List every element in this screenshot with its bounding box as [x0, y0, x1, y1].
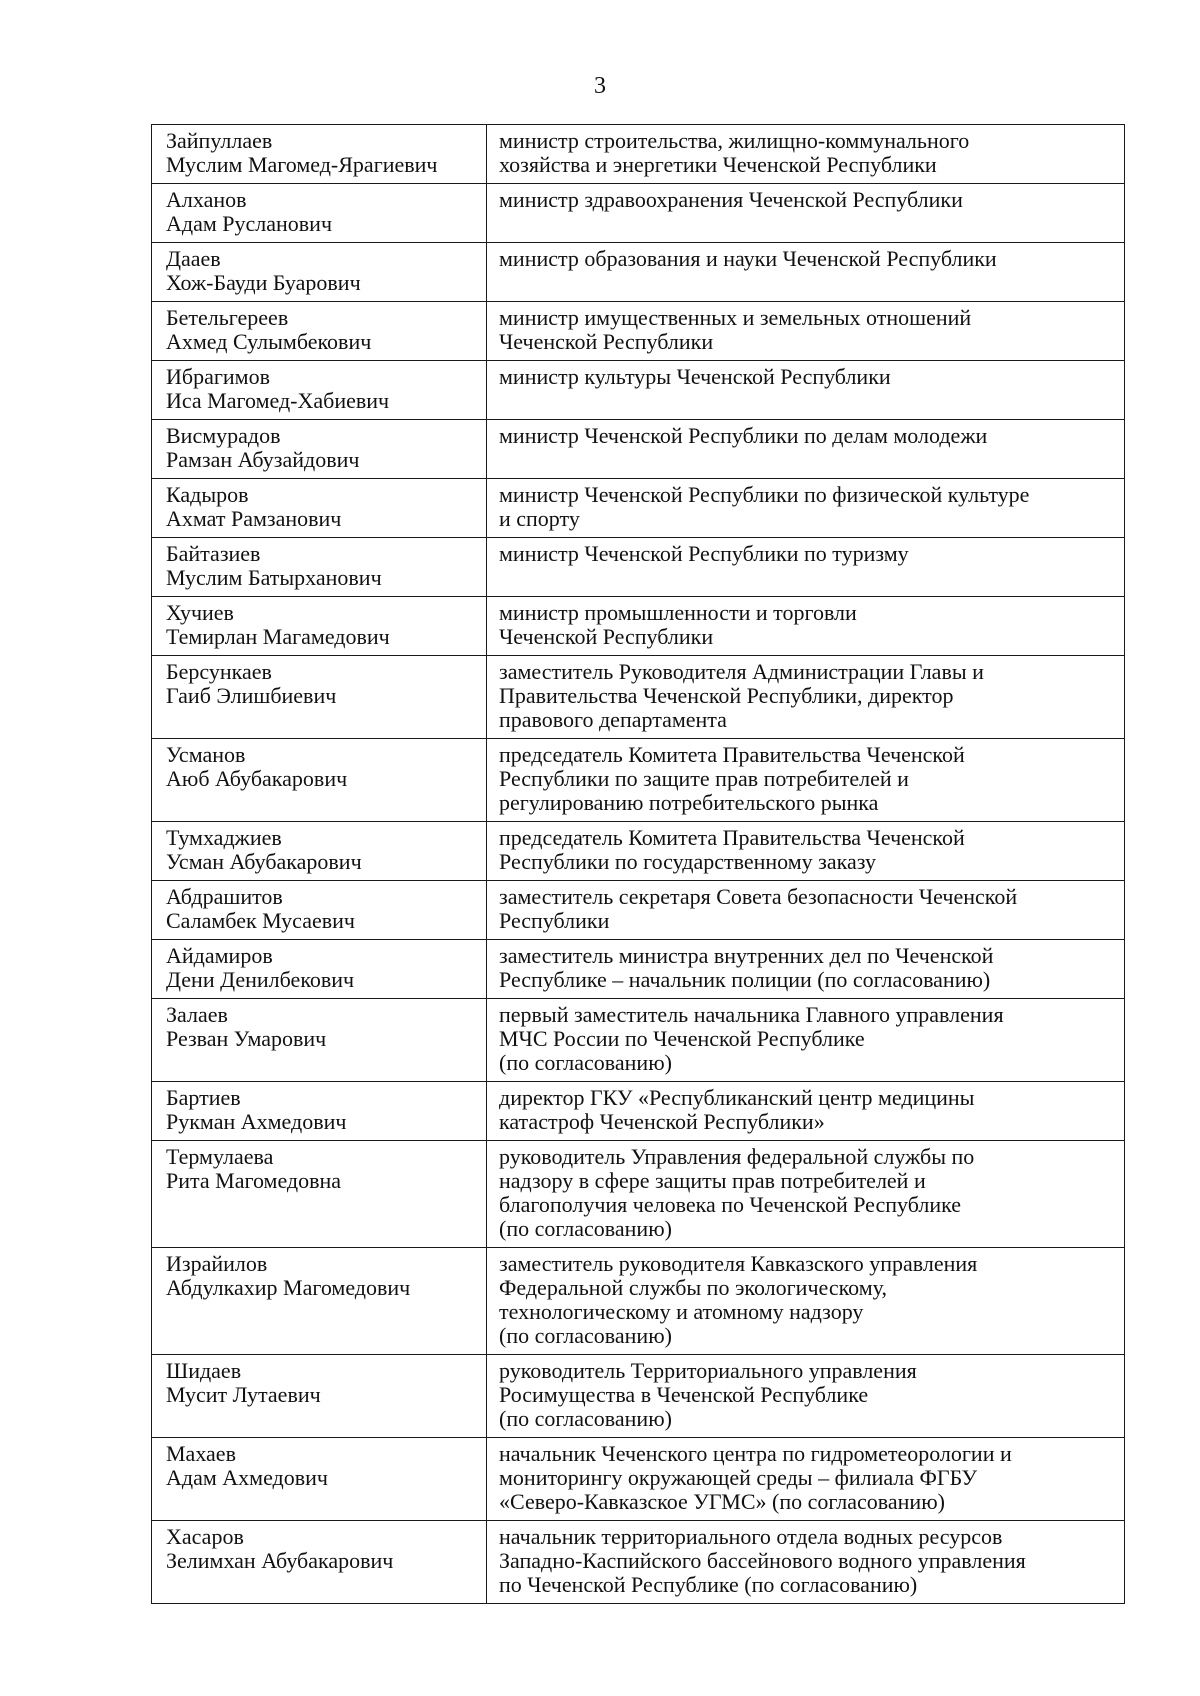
- member-given-names: Саламбек Мусаевич: [166, 908, 355, 933]
- table-row: [152, 243, 1125, 302]
- member-surname: Хучиев: [166, 600, 234, 625]
- member-position-cell: [487, 1521, 1125, 1604]
- member-position-cell: [487, 302, 1125, 361]
- member-given-names: Мусит Лутаевич: [166, 1382, 321, 1407]
- position-line: начальник Чеченского центра по гидрометеорологии и: [499, 1441, 1012, 1466]
- member-surname: Зайпуллаев: [166, 128, 273, 153]
- member-given-names: Ахмат Рамзанович: [166, 506, 342, 531]
- member-position-cell: [487, 184, 1125, 243]
- member-given-names: Адам Русланович: [166, 211, 333, 236]
- member-given-names: Иса Магомед-Хабиевич: [166, 388, 390, 413]
- member-given-names: Темирлан Магамедович: [166, 624, 390, 649]
- member-name-cell: [152, 1248, 487, 1355]
- member-given-names: Рамзан Абузайдович: [166, 447, 360, 472]
- table-row: [152, 538, 1125, 597]
- position-line: председатель Комитета Правительства Чеченской: [499, 742, 965, 767]
- member-surname: Махаев: [166, 1441, 236, 1466]
- member-position-cell: [487, 1082, 1125, 1141]
- member-surname: Абдрашитов: [166, 884, 283, 909]
- member-name-cell: [152, 479, 487, 538]
- member-surname: Кадыров: [166, 482, 249, 507]
- member-name-cell: [152, 1521, 487, 1604]
- member-given-names: Рукман Ахмедович: [166, 1109, 347, 1134]
- member-name-cell: [152, 739, 487, 822]
- member-given-names: Адам Ахмедович: [166, 1465, 328, 1490]
- position-line: регулированию потребительского рынка: [499, 790, 879, 815]
- member-position-cell: [487, 822, 1125, 881]
- member-name-cell: [152, 243, 487, 302]
- member-name-cell: [152, 656, 487, 739]
- member-surname: Залаев: [166, 1002, 228, 1027]
- member-name-cell: [152, 881, 487, 940]
- table-row: [152, 739, 1125, 822]
- member-position-cell: [487, 1438, 1125, 1521]
- position-line: правового департамента: [499, 707, 727, 732]
- table-row: [152, 184, 1125, 243]
- member-given-names: Рита Магомедовна: [166, 1168, 342, 1193]
- member-name-cell: [152, 1082, 487, 1141]
- table-row: [152, 881, 1125, 940]
- position-line: (по согласованию): [499, 1323, 672, 1348]
- position-line: первый заместитель начальника Главного управления: [499, 1002, 1004, 1027]
- position-line: мониторингу окружающей среды – филиала ФГБУ: [499, 1465, 978, 1490]
- member-name-cell: [152, 999, 487, 1082]
- members-table-body: [152, 125, 1125, 1604]
- table-row: [152, 361, 1125, 420]
- member-given-names: Дени Денилбекович: [166, 967, 355, 992]
- position-line: заместитель министра внутренних дел по Чеченской: [499, 943, 994, 968]
- member-surname: Термулаева: [166, 1144, 274, 1169]
- member-given-names: Муслим Магомед-Ярагиевич: [166, 152, 438, 177]
- position-line: Правительства Чеченской Республики, директор: [499, 683, 954, 708]
- position-line: Западно-Каспийского бассейнового водного управления: [499, 1548, 1026, 1573]
- position-line: МЧС России по Чеченской Республике: [499, 1026, 865, 1051]
- member-surname: Алханов: [166, 187, 247, 212]
- member-surname: Усманов: [166, 742, 246, 767]
- table-row: [152, 1082, 1125, 1141]
- table-row: [152, 1355, 1125, 1438]
- member-given-names: Аюб Абубакарович: [166, 766, 348, 791]
- member-name-cell: [152, 1141, 487, 1248]
- position-line: министр культуры Чеченской Республики: [499, 364, 891, 389]
- member-position-cell: [487, 1355, 1125, 1438]
- member-position-cell: [487, 739, 1125, 822]
- member-surname: Дааев: [166, 246, 221, 271]
- member-surname: Бетельгереев: [166, 305, 289, 330]
- member-given-names: Зелимхан Абубакарович: [166, 1548, 394, 1573]
- member-name-cell: [152, 302, 487, 361]
- member-given-names: Хож-Бауди Буарович: [166, 270, 361, 295]
- member-surname: Байтазиев: [166, 541, 261, 566]
- member-position-cell: [487, 361, 1125, 420]
- position-line: благополучия человека по Чеченской Республике: [499, 1192, 962, 1217]
- position-line: хозяйства и энергетики Чеченской Республики: [499, 152, 937, 177]
- member-position-cell: [487, 420, 1125, 479]
- table-row: [152, 656, 1125, 739]
- member-surname: Бартиев: [166, 1085, 241, 1110]
- position-line: Республики по государственному заказу: [499, 849, 876, 874]
- member-name-cell: [152, 420, 487, 479]
- table-row: [152, 302, 1125, 361]
- position-line: технологическому и атомному надзору: [499, 1299, 864, 1324]
- position-line: «Северо-Кавказское УГМС» (по согласованию): [499, 1489, 945, 1514]
- table-row: [152, 1141, 1125, 1248]
- member-surname: Израйилов: [166, 1251, 268, 1276]
- member-surname: Ибрагимов: [166, 364, 270, 389]
- position-line: и спорту: [499, 506, 580, 531]
- table-row: [152, 597, 1125, 656]
- member-given-names: Ахмед Сулымбекович: [166, 329, 372, 354]
- position-line: директор ГКУ «Республиканский центр медицины: [499, 1085, 975, 1110]
- position-line: Республики по защите прав потребителей и: [499, 766, 909, 791]
- position-line: руководитель Управления федеральной службы по: [499, 1144, 975, 1169]
- member-position-cell: [487, 656, 1125, 739]
- table-row: [152, 822, 1125, 881]
- member-given-names: Усман Абубакарович: [166, 849, 362, 874]
- table-row: [152, 125, 1125, 184]
- position-line: министр здравоохранения Чеченской Республики: [499, 187, 963, 212]
- table-row: [152, 1248, 1125, 1355]
- position-line: Чеченской Республики: [499, 329, 714, 354]
- position-line: по Чеченской Республике (по согласованию): [499, 1572, 918, 1597]
- member-surname: Хасаров: [166, 1524, 244, 1549]
- member-position-cell: [487, 479, 1125, 538]
- member-position-cell: [487, 597, 1125, 656]
- position-line: надзору в сфере защиты прав потребителей и: [499, 1168, 926, 1193]
- position-line: заместитель секретаря Совета безопасности Чеченской: [499, 884, 1018, 909]
- member-position-cell: [487, 1141, 1125, 1248]
- position-line: Федеральной службы по экологическому,: [499, 1275, 887, 1300]
- member-name-cell: [152, 184, 487, 243]
- position-line: министр промышленности и торговли: [499, 600, 857, 625]
- position-line: министр Чеченской Республики по туризму: [499, 541, 909, 566]
- position-line: катастроф Чеченской Республики»: [499, 1109, 825, 1134]
- member-name-cell: [152, 1355, 487, 1438]
- member-name-cell: [152, 538, 487, 597]
- position-line: министр Чеченской Республики по физической культуре: [499, 482, 1030, 507]
- position-line: заместитель руководителя Кавказского управления: [499, 1251, 978, 1276]
- member-position-cell: [487, 881, 1125, 940]
- member-name-cell: [152, 125, 487, 184]
- member-name-cell: [152, 597, 487, 656]
- position-line: руководитель Территориального управления: [499, 1358, 917, 1383]
- table-row: [152, 1438, 1125, 1521]
- member-position-cell: [487, 538, 1125, 597]
- member-position-cell: [487, 243, 1125, 302]
- position-line: министр имущественных и земельных отношений: [499, 305, 972, 330]
- member-given-names: Абдулкахир Магомедович: [166, 1275, 411, 1300]
- position-line: Республике – начальник полиции (по согласованию): [499, 967, 991, 992]
- member-name-cell: [152, 940, 487, 999]
- member-surname: Айдамиров: [166, 943, 273, 968]
- member-position-cell: [487, 940, 1125, 999]
- position-line: министр образования и науки Чеченской Республики: [499, 246, 997, 271]
- member-given-names: Гаиб Элишбиевич: [166, 683, 337, 708]
- member-surname: Берсункаев: [166, 659, 272, 684]
- member-position-cell: [487, 1248, 1125, 1355]
- position-line: заместитель Руководителя Администрации Главы и: [499, 659, 984, 684]
- member-given-names: Муслим Батырханович: [166, 565, 382, 590]
- position-line: начальник территориального отдела водных ресурсов: [499, 1524, 1003, 1549]
- position-line: министр строительства, жилищно-коммунального: [499, 128, 970, 153]
- member-surname: Висмурадов: [166, 423, 281, 448]
- member-name-cell: [152, 822, 487, 881]
- table-row: [152, 1521, 1125, 1604]
- member-surname: Тумхаджиев: [166, 825, 282, 850]
- position-line: (по согласованию): [499, 1406, 672, 1431]
- member-given-names: Резван Умарович: [166, 1026, 327, 1051]
- members-table: [151, 124, 1125, 1604]
- table-row: [152, 999, 1125, 1082]
- table-row: [152, 420, 1125, 479]
- position-line: (по согласованию): [499, 1050, 672, 1075]
- position-line: председатель Комитета Правительства Чеченской: [499, 825, 965, 850]
- table-row: [152, 940, 1125, 999]
- position-line: министр Чеченской Республики по делам молодежи: [499, 423, 988, 448]
- position-line: Республики: [499, 908, 610, 933]
- member-position-cell: [487, 999, 1125, 1082]
- position-line: (по согласованию): [499, 1216, 672, 1241]
- page-number: 3: [594, 73, 606, 99]
- member-surname: Шидаев: [166, 1358, 242, 1383]
- member-position-cell: [487, 125, 1125, 184]
- position-line: Росимущества в Чеченской Республике: [499, 1382, 869, 1407]
- table-row: [152, 479, 1125, 538]
- position-line: Чеченской Республики: [499, 624, 714, 649]
- member-name-cell: [152, 361, 487, 420]
- member-name-cell: [152, 1438, 487, 1521]
